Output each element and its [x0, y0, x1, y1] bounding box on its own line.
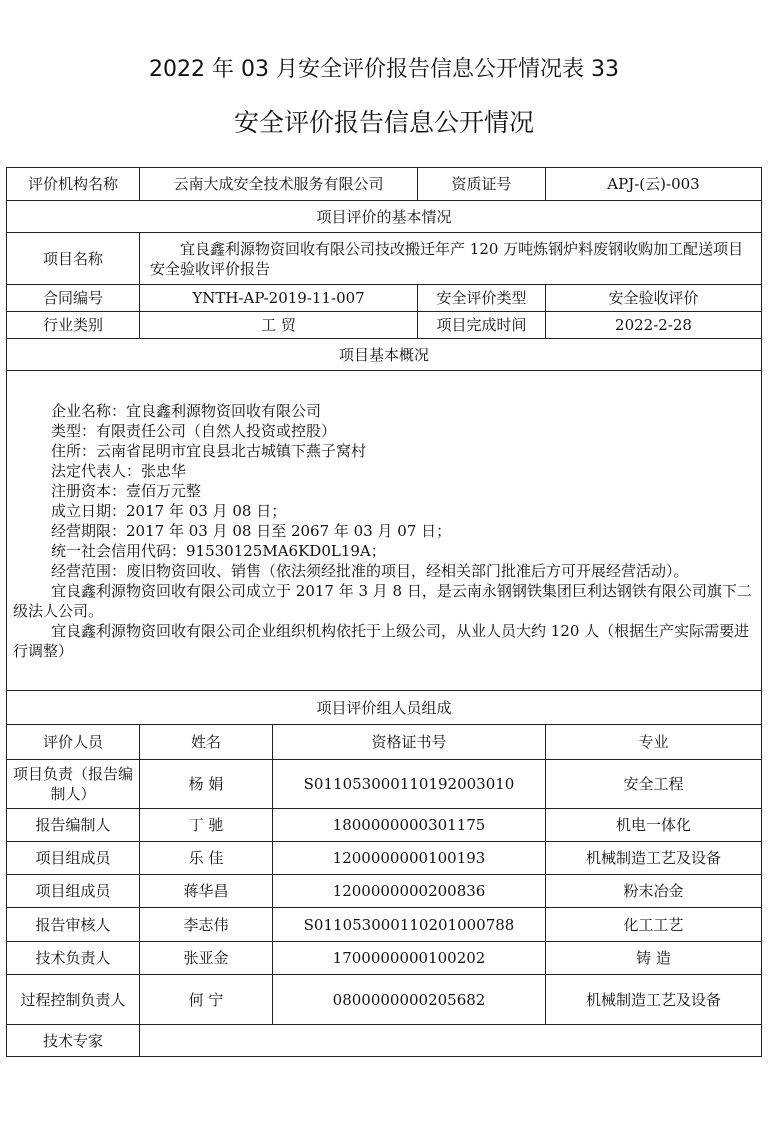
expert-value [140, 1025, 762, 1057]
finish-time-label: 项目完成时间 [418, 312, 546, 339]
team-role: 技术负责人 [7, 942, 140, 975]
contract-value: YNTH-AP-2019-11-007 [140, 285, 418, 312]
overview-line: 住所：云南省昆明市宜良县北古城镇下燕子窝村 [51, 441, 367, 460]
team-row [7, 908, 762, 942]
basic-section-header: 项目评价的基本情况 [7, 201, 762, 233]
team-cert: 1200000000100193 [273, 842, 546, 875]
team-row [7, 842, 762, 875]
team-role: 报告编制人 [7, 809, 140, 842]
org-label: 评价机构名称 [7, 168, 140, 201]
overview-line: 成立日期：2017 年 03 月 08 日； [51, 501, 287, 520]
team-major: 机电一体化 [546, 809, 762, 842]
expert-row [7, 1025, 762, 1057]
team-role: 报告审核人 [7, 908, 140, 942]
team-major: 机械制造工艺及设备 [546, 842, 762, 875]
document-title: 2022 年 03 月安全评价报告信息公开情况表 33 [149, 57, 619, 82]
overview-section-header: 项目基本概况 [7, 339, 762, 371]
team-cert: 1700000000100202 [273, 942, 546, 975]
team-row [7, 809, 762, 842]
team-name: 何 宁 [140, 975, 273, 1025]
team-name: 杨 娟 [140, 760, 273, 809]
overview-paragraph: 宜良鑫利源物资回收有限公司企业组织机构依托于上级公司，从业人员大约 120 人（根据生产实际需要进行调整） [13, 621, 750, 660]
team-cert: S011053000110201000788 [273, 908, 546, 942]
team-name: 张亚金 [140, 942, 273, 975]
cert-label: 资质证号 [418, 168, 546, 201]
team-header-name: 姓名 [140, 725, 273, 760]
overview-line: 经营范围：废旧物资回收、销售（依法须经批准的项目，经相关部门批准后方可开展经营活动）。 [51, 561, 689, 580]
finish-time-value: 2022-2-28 [546, 312, 762, 339]
team-row [7, 975, 762, 1025]
team-name: 蒋华昌 [140, 875, 273, 908]
overview-line: 企业名称：宜良鑫利源物资回收有限公司 [51, 401, 322, 420]
team-major: 化工工艺 [546, 908, 762, 942]
industry-value: 工 贸 [140, 312, 418, 339]
industry-row [7, 312, 762, 339]
team-major: 粉末冶金 [546, 875, 762, 908]
team-cert: 0800000000205682 [273, 975, 546, 1025]
document-subtitle: 安全评价报告信息公开情况 [233, 108, 534, 137]
team-cert: 1800000000301175 [273, 809, 546, 842]
eval-type-label: 安全评价类型 [418, 285, 546, 312]
team-role: 过程控制负责人 [7, 975, 140, 1025]
org-row [7, 168, 762, 201]
team-row [7, 875, 762, 908]
disclosure-table [6, 167, 762, 1057]
team-header-major: 专业 [546, 725, 762, 760]
team-role: 项目负责（报告编制人） [7, 760, 140, 809]
contract-label: 合同编号 [7, 285, 140, 312]
overview-line: 注册资本：壹佰万元整 [51, 481, 202, 500]
overview-line: 经营期限：2017 年 03 月 08 日至 2067 年 03 月 07 日； [51, 521, 452, 540]
team-cert: S011053000110192003010 [273, 760, 546, 809]
overview-line: 类型：有限责任公司（自然人投资或控股） [51, 421, 337, 440]
team-major: 铸 造 [546, 942, 762, 975]
org-value: 云南大成安全技术服务有限公司 [140, 168, 418, 201]
team-row [7, 942, 762, 975]
team-role: 项目组成员 [7, 842, 140, 875]
overview-line: 统一社会信用代码：91530125MA6KD0L19A； [51, 541, 386, 560]
team-section-header: 项目评价组人员组成 [7, 691, 762, 725]
team-major: 机械制造工艺及设备 [546, 975, 762, 1025]
project-name-row [7, 233, 762, 285]
overview-line: 法定代表人：张忠华 [51, 461, 187, 480]
team-name: 李志伟 [140, 908, 273, 942]
project-name-value: 宜良鑫利源物资回收有限公司技改搬迁年产 120 万吨炼钢炉料废钢收购加工配送项目安全验收评价报告 [140, 233, 762, 285]
team-name: 丁 驰 [140, 809, 273, 842]
team-header-cert: 资格证书号 [273, 725, 546, 760]
team-cert: 1200000000200836 [273, 875, 546, 908]
team-header-role: 评价人员 [7, 725, 140, 760]
industry-label: 行业类别 [7, 312, 140, 339]
team-name: 乐 佳 [140, 842, 273, 875]
team-major: 安全工程 [546, 760, 762, 809]
team-role: 项目组成员 [7, 875, 140, 908]
project-name-label: 项目名称 [7, 233, 140, 285]
team-row [7, 760, 762, 809]
expert-label: 技术专家 [7, 1025, 140, 1057]
contract-row [7, 285, 762, 312]
team-header-row [7, 725, 762, 760]
cert-value: APJ-(云)-003 [546, 168, 762, 201]
overview-paragraph: 宜良鑫利源物资回收有限公司成立于 2017 年 3 月 8 日，是云南永钢钢铁集团巨利达钢铁有限公司旗下二级法人公司。 [13, 581, 752, 620]
eval-type-value: 安全验收评价 [546, 285, 762, 312]
overview-content [7, 371, 762, 691]
